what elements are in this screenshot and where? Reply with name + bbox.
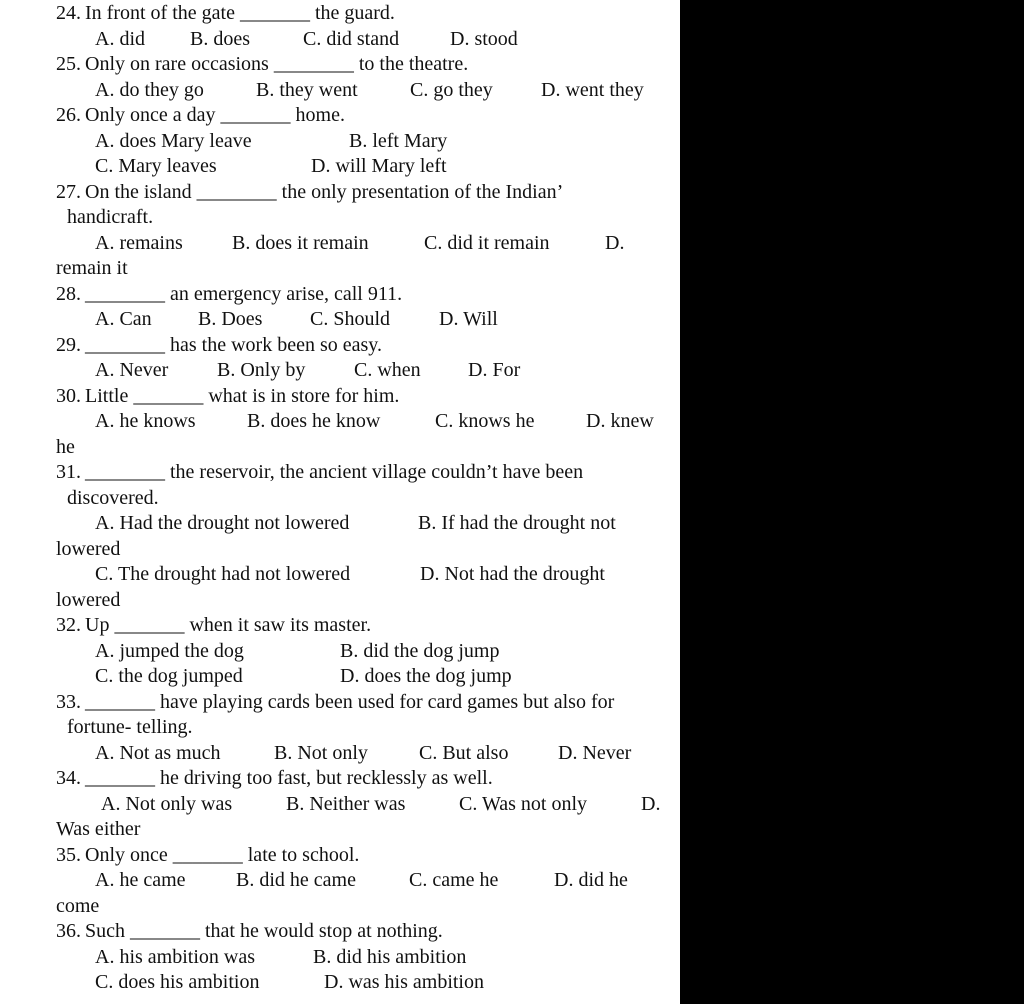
option-a: A. Can	[95, 308, 152, 330]
option-d: D. was his ambition	[324, 971, 484, 993]
option-a: A. jumped the dog	[95, 639, 244, 662]
question-36-options-row1	[0, 945, 680, 971]
question-stem: Only on rare occasions ________ to the theatre.	[85, 53, 469, 75]
option-c: C. did it remain	[424, 231, 550, 254]
option-b: B. Does	[198, 308, 263, 330]
option-b: B. Neither was	[286, 792, 406, 815]
option-c: C. when	[354, 359, 421, 381]
option-b: B. they went	[256, 78, 358, 101]
question-36-options-row2	[0, 970, 680, 996]
question-number: 30.	[56, 384, 81, 407]
option-b: B. did he came	[236, 869, 356, 891]
question-32-options-row1	[0, 639, 680, 665]
question-24	[0, 1, 680, 27]
option-d-continued: he	[56, 435, 75, 458]
question-33-stem-continued	[0, 715, 680, 741]
question-31-option-wrap-2	[0, 588, 680, 614]
option-b: B. does he know	[247, 410, 381, 432]
option-c: C. the dog jumped	[95, 665, 243, 687]
option-d: D. stood	[450, 27, 518, 50]
question-stem: ________ has the work been so easy.	[85, 333, 382, 356]
option-d: D. Never	[558, 741, 632, 764]
question-33-options	[0, 741, 680, 767]
question-31-option-wrap-1	[0, 537, 680, 563]
question-28-options	[0, 307, 680, 333]
option-d-continued: Was either	[56, 818, 141, 840]
question-26	[0, 103, 680, 129]
question-27	[0, 180, 680, 206]
question-stem: On the island ________ the only presentation of the Indian’	[85, 180, 564, 203]
question-27-options	[0, 231, 680, 257]
option-d: D. Will	[439, 308, 498, 330]
option-b: B. left Mary	[349, 129, 448, 152]
black-side-panel	[680, 0, 1024, 1004]
option-c: C. Should	[310, 308, 391, 330]
option-b: B. did the dog jump	[340, 639, 500, 662]
question-number: 31.	[56, 461, 81, 483]
option-a: A. he came	[95, 869, 186, 891]
option-a: A. Not as much	[95, 741, 221, 764]
question-number: 25.	[56, 53, 81, 75]
question-34-options	[0, 792, 680, 818]
question-29-options	[0, 358, 680, 384]
question-35	[0, 843, 680, 869]
option-d: D.	[605, 231, 625, 254]
question-stem-continued: fortune- telling.	[67, 716, 193, 738]
question-stem: _______ he driving too fast, but recklessly as well.	[85, 767, 493, 789]
question-24-options	[0, 27, 680, 53]
option-a: A. Not only was	[101, 792, 233, 815]
option-d: D. For	[468, 359, 521, 381]
option-b-continued: lowered	[56, 537, 121, 560]
option-d: D. did he	[554, 869, 628, 891]
option-a: A. he knows	[95, 410, 196, 432]
question-27-option-wrap	[0, 256, 680, 282]
question-stem: ________ the reservoir, the ancient village couldn’t have been	[85, 461, 584, 483]
question-number: 26.	[56, 104, 81, 126]
question-32	[0, 613, 680, 639]
option-c: C. knows he	[435, 410, 535, 432]
question-number: 32.	[56, 614, 81, 636]
question-28	[0, 282, 680, 308]
question-30-options	[0, 409, 680, 435]
option-c: C. did stand	[303, 27, 400, 50]
question-31-options-row1	[0, 511, 680, 537]
option-b: B. did his ambition	[313, 945, 467, 968]
option-a: A. his ambition was	[95, 945, 255, 968]
option-d: D. does the dog jump	[340, 665, 512, 687]
option-d: D. will Mary left	[311, 155, 447, 177]
option-b: B. Only by	[217, 359, 306, 381]
question-number: 34.	[56, 767, 81, 789]
question-number: 28.	[56, 282, 81, 305]
option-a: A. do they go	[95, 78, 204, 101]
question-number: 35.	[56, 843, 81, 866]
question-stem: In front of the gate _______ the guard.	[85, 2, 395, 24]
question-stem: Little _______ what is in store for him.	[85, 384, 400, 407]
question-stem-continued: discovered.	[67, 486, 159, 509]
option-d: D.	[641, 792, 661, 815]
option-c: C. does his ambition	[95, 971, 260, 993]
option-c: C. Was not only	[459, 792, 588, 815]
option-b: B. Not only	[274, 741, 368, 764]
question-30-option-wrap	[0, 435, 680, 461]
question-number: 29.	[56, 333, 81, 356]
question-31-stem-continued	[0, 486, 680, 512]
option-d-continued: remain it	[56, 257, 128, 279]
question-stem: ________ an emergency arise, call 911.	[85, 282, 403, 305]
question-33	[0, 690, 680, 716]
option-a: A. does Mary leave	[95, 129, 252, 152]
question-25-options	[0, 78, 680, 104]
question-27-stem-continued	[0, 205, 680, 231]
question-36	[0, 919, 680, 945]
question-35-option-wrap	[0, 894, 680, 920]
option-d: D. went they	[541, 78, 644, 101]
question-number: 27.	[56, 180, 81, 203]
question-stem: _______ have playing cards been used for card games but also for	[85, 690, 615, 713]
question-31	[0, 460, 680, 486]
question-stem: Such _______ that he would stop at nothing.	[85, 920, 443, 942]
question-31-options-row2	[0, 562, 680, 588]
option-d-continued: come	[56, 894, 100, 917]
question-number: 33.	[56, 690, 81, 713]
option-d-continued: lowered	[56, 588, 121, 611]
option-d: D. Not had the drought	[420, 563, 605, 585]
option-b: B. does it remain	[232, 231, 369, 254]
question-stem-continued: handicraft.	[67, 206, 154, 228]
question-stem: Only once _______ late to school.	[85, 843, 360, 866]
option-a: A. Never	[95, 359, 169, 381]
option-b: B. If had the drought not	[418, 512, 616, 534]
option-a: A. Had the drought not lowered	[95, 512, 350, 534]
option-d: D. knew	[586, 410, 654, 432]
question-35-options	[0, 868, 680, 894]
question-number: 36.	[56, 920, 81, 942]
option-c: C. Mary leaves	[95, 155, 217, 177]
option-b: B. does	[190, 27, 250, 50]
question-stem: Up _______ when it saw its master.	[85, 614, 372, 636]
option-c: C. go they	[410, 78, 493, 101]
question-34-option-wrap	[0, 817, 680, 843]
question-stem: Only once a day _______ home.	[85, 104, 345, 126]
question-number: 24.	[56, 2, 81, 24]
question-34	[0, 766, 680, 792]
option-a: A. did	[95, 27, 145, 50]
option-c: C. The drought had not lowered	[95, 563, 351, 585]
option-c: C. came he	[409, 869, 499, 891]
option-c: C. But also	[419, 741, 509, 764]
question-32-options-row2	[0, 664, 680, 690]
question-26-options-row2	[0, 154, 680, 180]
question-25	[0, 52, 680, 78]
question-30	[0, 384, 680, 410]
option-a: A. remains	[95, 231, 183, 254]
question-29	[0, 333, 680, 359]
question-26-options-row1	[0, 129, 680, 155]
